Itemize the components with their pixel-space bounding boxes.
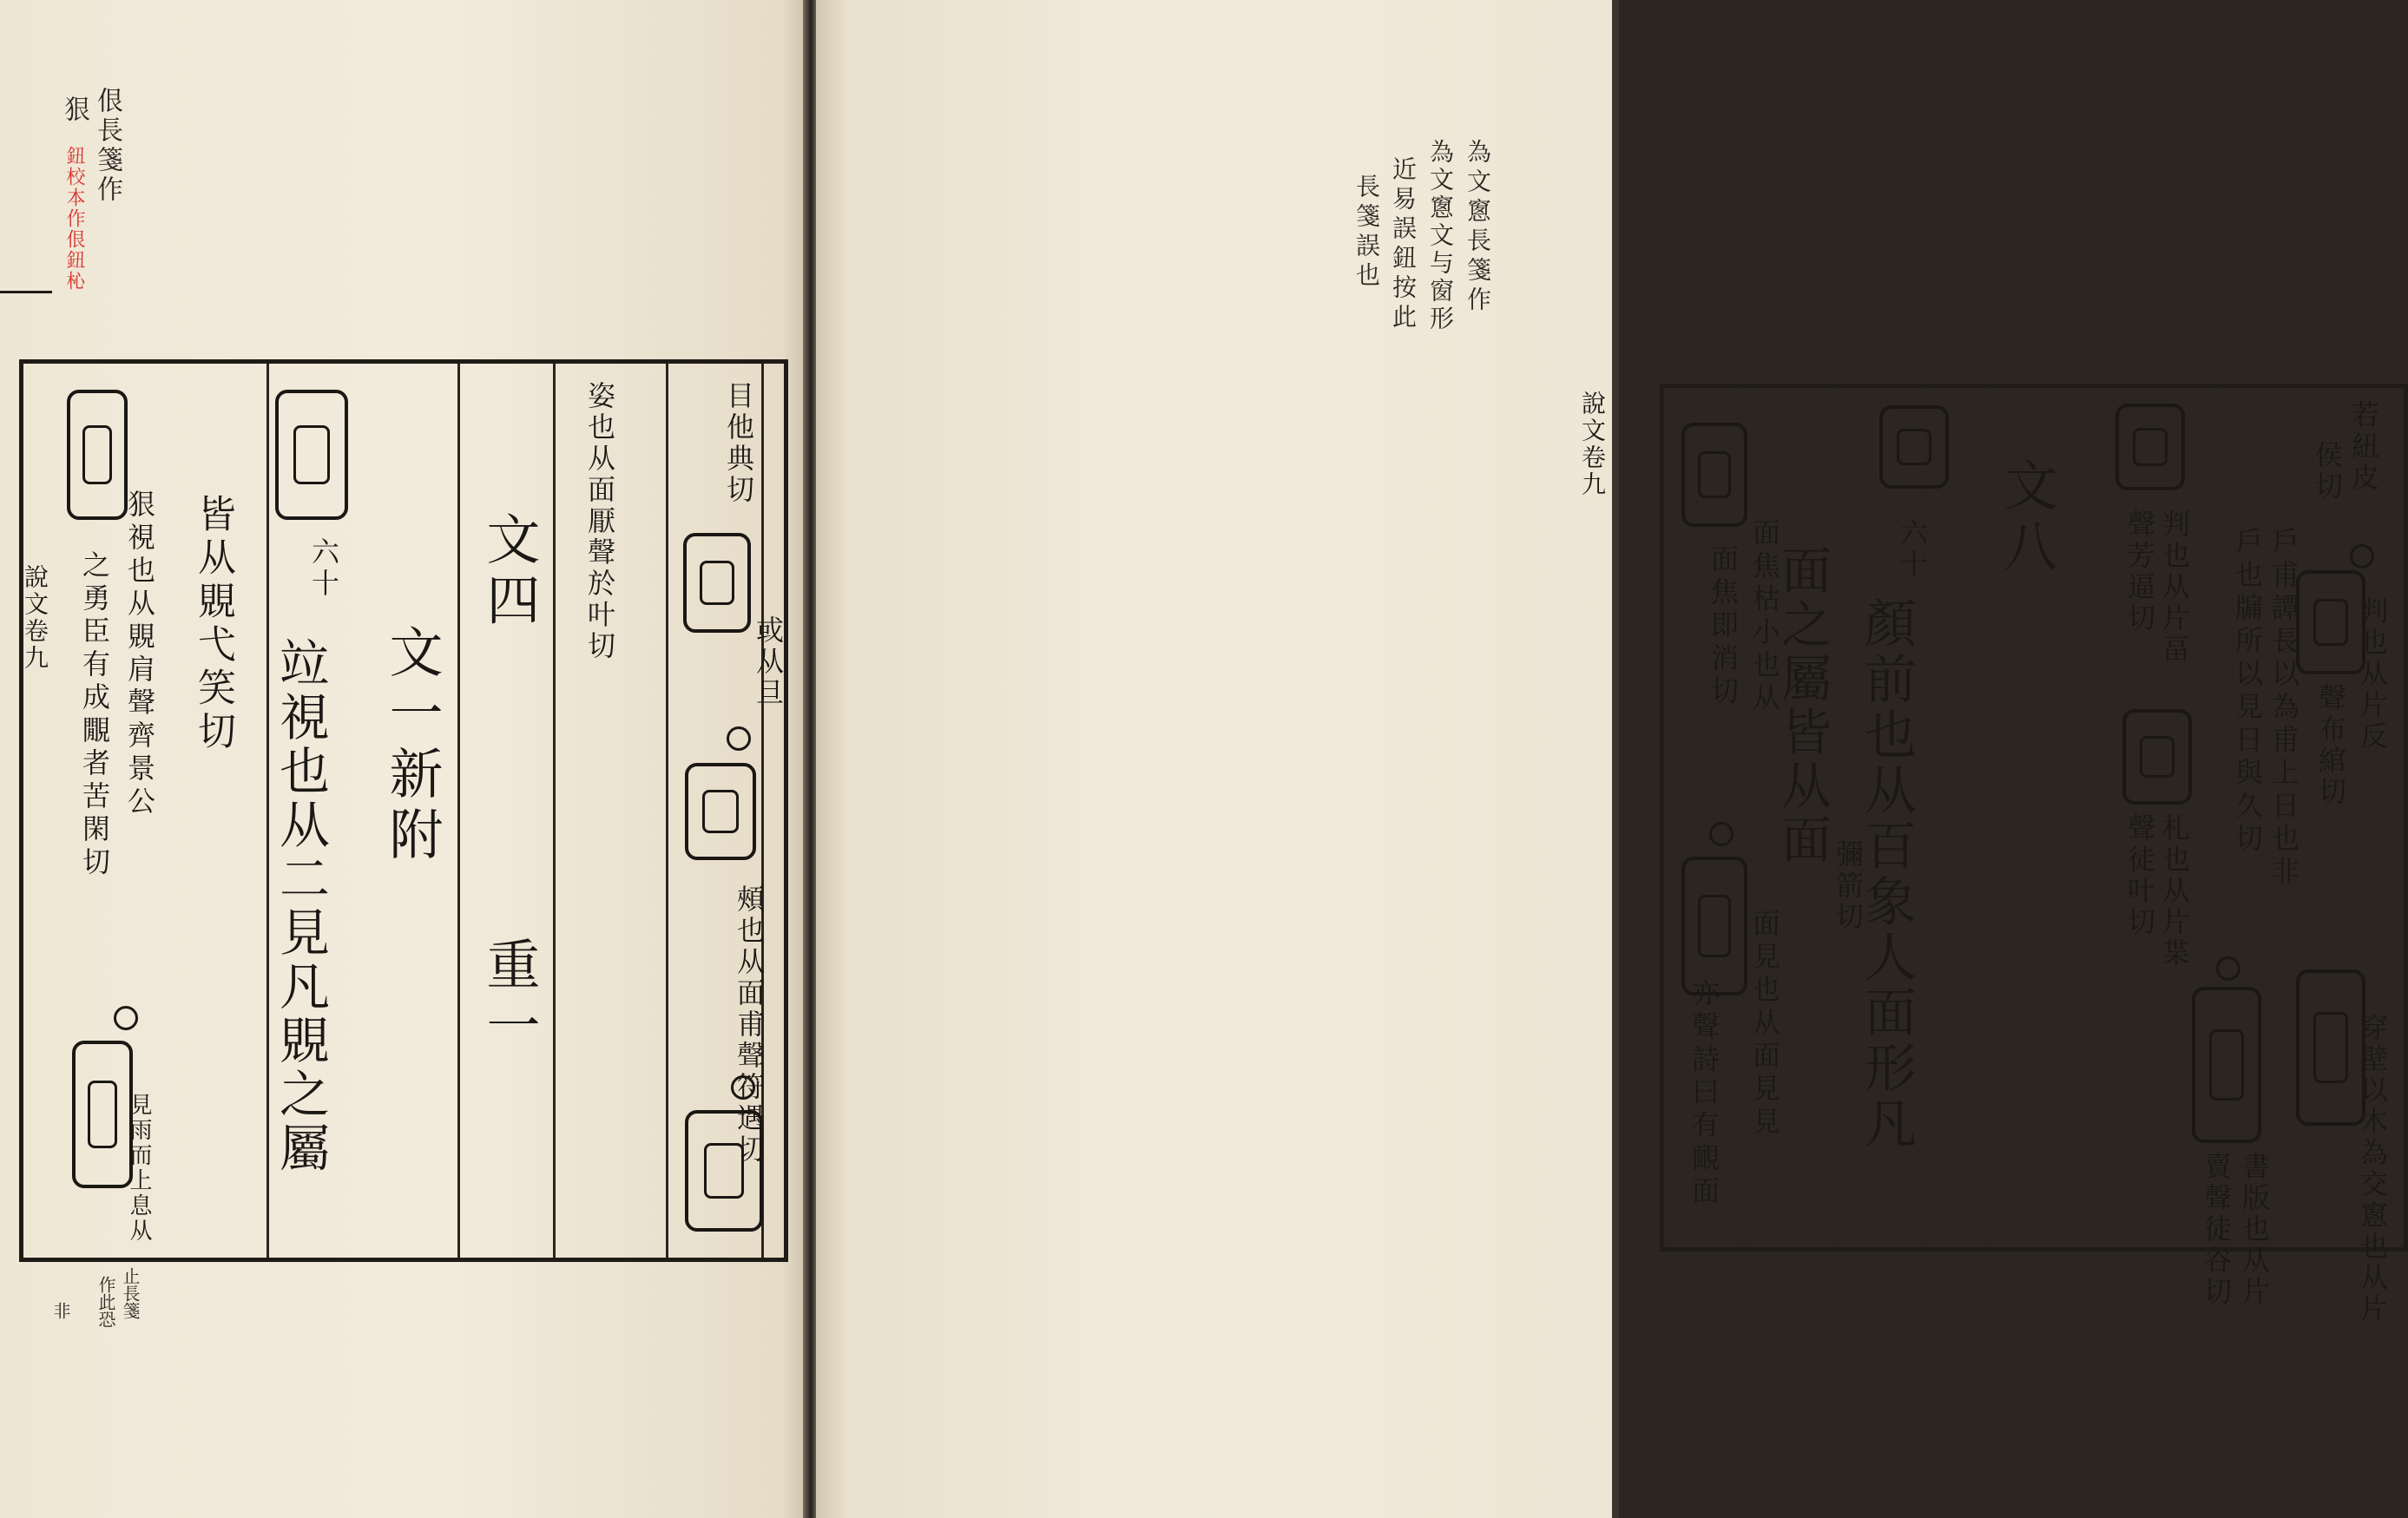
circle-mark bbox=[2350, 544, 2374, 568]
text-column: 戶甫譚長以為甫上日也非 bbox=[2267, 527, 2300, 890]
text-column: 札也从片枼 bbox=[2158, 813, 2191, 969]
text-column: 目他典切 bbox=[722, 381, 755, 506]
right-page bbox=[816, 0, 2389, 1518]
seal-glyph bbox=[683, 533, 751, 633]
right-top-note: 長箋誤也 bbox=[1352, 174, 1381, 292]
column-rule bbox=[457, 364, 460, 1258]
count-label: 文八 bbox=[1995, 457, 2058, 579]
text-column: 判也从片反 bbox=[2356, 596, 2389, 752]
section-number: 六十 bbox=[307, 537, 340, 600]
seal-glyph bbox=[1879, 405, 1949, 489]
text-column: 之勇臣有成覵者苦閑切 bbox=[78, 550, 111, 880]
text-column: 竝視也从二見凡覞之屬 bbox=[271, 637, 330, 1175]
column-rule bbox=[553, 364, 556, 1258]
count-label: 文四 bbox=[477, 511, 541, 633]
circle-mark bbox=[731, 1075, 755, 1100]
circle-mark bbox=[1709, 822, 1734, 846]
text-column: 頰也从面甫聲符遇切 bbox=[733, 884, 766, 1166]
left-top-note-2: 佷長箋作 bbox=[92, 87, 122, 205]
count-label: 重一 bbox=[477, 936, 541, 1058]
text-column: 侯切 bbox=[2311, 440, 2344, 503]
seal-glyph bbox=[72, 1041, 133, 1188]
text-column: 若紐皮 bbox=[2347, 400, 2380, 494]
text-column: 面焦即消切 bbox=[1707, 544, 1740, 709]
seal-glyph bbox=[685, 1110, 763, 1232]
left-text-frame bbox=[19, 359, 788, 1262]
text-column: 面焦枯小也从 bbox=[1748, 518, 1781, 716]
text-column: 判也从片畐 bbox=[2158, 509, 2191, 666]
circle-mark bbox=[727, 726, 751, 751]
seal-glyph bbox=[2122, 709, 2192, 805]
section-number: 六十 bbox=[1896, 518, 1929, 581]
text-column: 皆从覞弋笑切 bbox=[191, 494, 235, 754]
seal-glyph bbox=[2192, 987, 2261, 1143]
text-column: 賣聲徒谷切 bbox=[2200, 1152, 2233, 1308]
seal-glyph bbox=[67, 390, 128, 520]
column-rule bbox=[666, 364, 668, 1258]
count-label: 文一新附 bbox=[380, 624, 444, 867]
text-column: 穿壁以木為交窻也从片 bbox=[2356, 1013, 2389, 1325]
text-column: 見雨而上息从 bbox=[126, 1093, 152, 1244]
column-rule bbox=[1985, 388, 1988, 1247]
column-rule bbox=[1838, 388, 1840, 1247]
seal-glyph bbox=[275, 390, 348, 520]
text-column: 彌箭切 bbox=[1832, 839, 1865, 933]
right-top-note: 為文窻文与窗形 bbox=[1426, 139, 1455, 333]
right-side-tab: 說文卷九 bbox=[1578, 391, 1607, 498]
seal-glyph bbox=[1681, 423, 1747, 527]
right-top-note: 為文窻長箋作 bbox=[1464, 139, 1492, 316]
book-edge bbox=[1612, 0, 1619, 1518]
text-column: 面見也从面見見 bbox=[1748, 909, 1781, 1140]
circle-mark bbox=[114, 1006, 138, 1030]
text-column: 或从旦 bbox=[752, 615, 785, 709]
bottom-note: 非 bbox=[50, 1302, 71, 1319]
seal-glyph bbox=[1681, 857, 1747, 996]
text-column: 聲芳逼切 bbox=[2123, 509, 2156, 634]
text-column: 書版也从片 bbox=[2238, 1152, 2271, 1308]
bottom-note: 止長箋 bbox=[120, 1267, 141, 1319]
text-column: 顏前也从百象人面形凡 bbox=[1856, 596, 1917, 1152]
seal-glyph bbox=[2115, 404, 2185, 490]
fold-mark bbox=[0, 291, 52, 293]
seal-glyph bbox=[685, 763, 756, 860]
column-rule bbox=[266, 364, 269, 1258]
column-rule bbox=[1924, 388, 1927, 1247]
right-top-note: 近易誤鈕按此 bbox=[1389, 156, 1418, 333]
text-column: 聲布綰切 bbox=[2314, 683, 2347, 808]
left-page bbox=[0, 0, 806, 1518]
bottom-note: 作此恐 bbox=[95, 1276, 116, 1328]
text-column: 戶也牖所以見日與久切 bbox=[2231, 527, 2264, 857]
circle-mark bbox=[2216, 956, 2240, 981]
right-text-frame bbox=[1660, 384, 2408, 1325]
seal-glyph bbox=[2296, 969, 2365, 1126]
left-side-tab: 說文卷九 bbox=[21, 564, 49, 672]
text-column: 面之屬皆从面 bbox=[1773, 544, 1832, 867]
text-column: 亦聲詩曰有靦面 bbox=[1688, 978, 1720, 1209]
text-column: 姿也从面厭聲於叶切 bbox=[583, 381, 616, 662]
seal-glyph bbox=[2296, 570, 2365, 674]
text-column: 聲徒叶切 bbox=[2123, 813, 2156, 938]
text-column: 狠視也从覞肩聲齊景公 bbox=[123, 490, 156, 819]
left-top-note-red: 鈕校本作佷鈕杺 bbox=[63, 146, 85, 292]
left-top-note-1: 狠 bbox=[59, 95, 89, 122]
